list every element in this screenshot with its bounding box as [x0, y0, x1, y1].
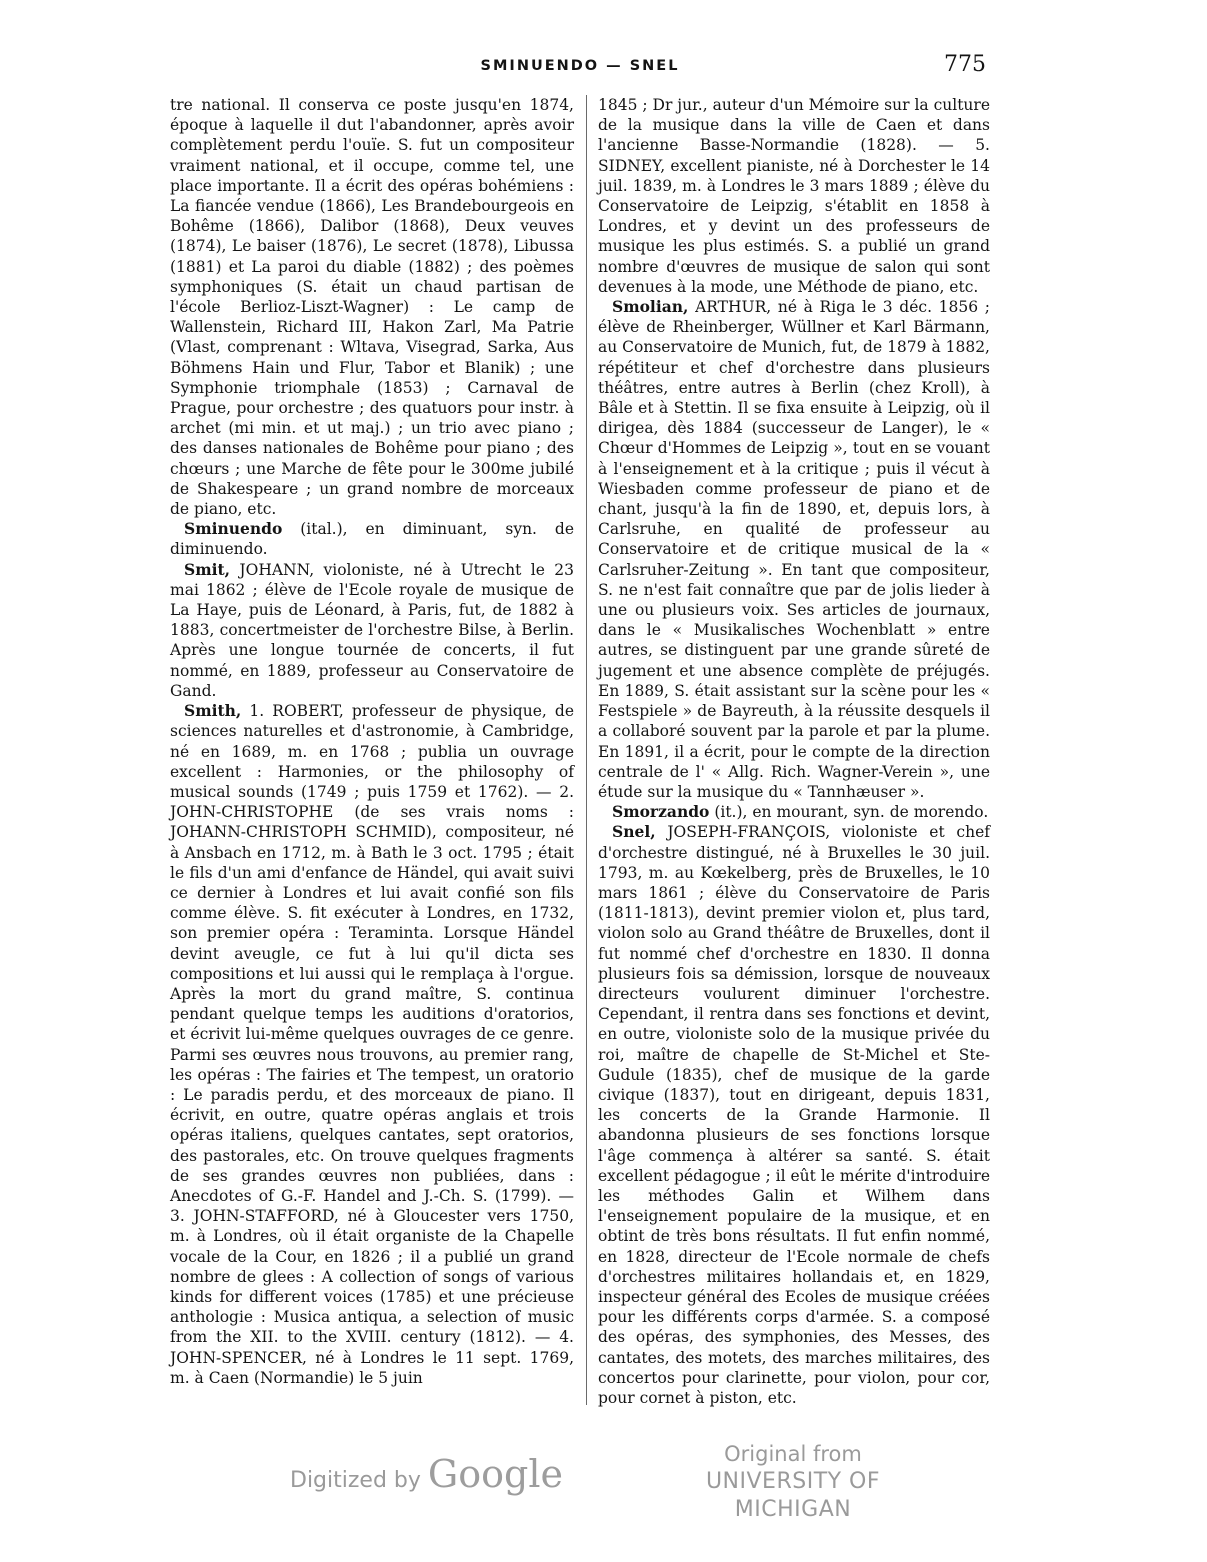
entry-headword: Smit, [184, 559, 231, 579]
entry-headword: Smith, [184, 701, 242, 721]
column-divider [586, 95, 587, 1405]
page-number: 775 [944, 52, 986, 77]
page-header [170, 52, 990, 92]
entry-body: (it.), en mourant, syn. de morendo. [709, 803, 989, 822]
right-column [598, 95, 990, 1408]
entry-smit [170, 560, 574, 701]
digitization-footer [0, 1438, 1207, 1522]
left-column [170, 95, 574, 1388]
entry-headword: Sminuendo [184, 519, 283, 539]
entry-body: 1845 ; Dr jur., auteur d'un Mémoire sur la culture de la musique dans la ville de Caen et dans l'ancienne Basse-Normandie (1828). — 5. SIDNEY, excellent pianiste, né à Dorchester le 14 juil. 1839, m. à Londres le 3 mars 1889 ; élève du Conservatoire de Leipzig, s'établit en 1858 à Londres, et y devint un des professeurs de musique les plus estimés. S. a publié un grand nombre d'œuvres de musique de salon qui sont devenues à la mode, une Méthode de piano, etc. [598, 96, 990, 296]
entry-smorzando [598, 802, 990, 822]
entry-smolian [598, 297, 990, 802]
entry-body: JOSEPH-FRANÇOIS, violoniste et chef d'orchestre distingué, né à Bruxelles le 30 juil. 1793, m. au Kœkelberg, près de Bruxelles, le 10 mars 1861 ; élève du Conservatoire de Paris (1811-1813), devint premier violon et, plus tard, violon solo au Grand théâtre de Bruxelles, dont il fut nommé chef d'orchestre en 1830. Il donna plusieurs fois sa démission, lorsque de nouveaux directeurs voulurent diminuer l'orchestre. Cependant, il rentra dans ses fonctions et devint, en outre, violoniste solo de la musique privée du roi, maître de chapelle de St-Michel et Ste-Gudule (1835), chef de musique de la garde civique (1837), tout en dirigeant, depuis 1831, les concerts de la Grande Harmonie. Il abandonna plusieurs de ses fonctions lorsque l'âge commença à altérer sa santé. S. était excellent pédagogue ; il eût le mérite d'introduire les méthodes Galin et Wilhem dans l'enseignement populaire de la musique, et en obtint de très bons résultats. Il fut enfin nommé, en 1828, directeur de l'Ecole normale de chefs d'orchestres militaires hollandais et, en 1829, inspecteur général des Ecoles de musique créées pour les différents corps d'armée. S. a composé des opéras, des symphonies, des Messes, des cantates, des motets, des marches militaires, des concertos pour clarinette, pour violon, pour cor, pour cornet à piston, etc. [598, 823, 990, 1407]
entry-snel [598, 822, 990, 1408]
digitized-by-watermark [290, 1452, 563, 1496]
google-logo: Google [427, 1452, 563, 1496]
original-from-watermark [668, 1440, 918, 1524]
entry-headword: Snel, [612, 822, 656, 842]
entry-body: ARTHUR, né à Riga le 3 déc. 1856 ; élève de Rheinberger, Wüllner et Karl Bärmann, au Conservatoire de Munich, fut, de 1879 à 1882, répétiteur et chef d'orchestre dans plusieurs théâtres, entre autres à Berlin (chez Kroll), à Bâle et à Stettin. Il se fixa ensuite à Leipzig, où il dirigea, dès 1884 (successeur de Langer), le « Chœur d'Hommes de Leipzig », tout en se vouant à l'enseignement et à la critique ; puis il vécut à Wiesbaden comme professeur de piano et de chant, jusqu'à la fin de 1890, et, depuis lors, à Carlsruhe, en qualité de professeur au Conservatoire et de critique musical de la « Carlsruher-Zeitung ». En tant que compositeur, S. ne n'est fait connaître que par de jolis lieder à une ou plusieurs voix. Ses articles de journaux, dans le « Musikalisches Wochenblatt » entre autres, se distinguent par une grande sûreté de jugement et une absence complète de préjugés. En 1889, S. était assistant sur la scène pour les « Festspiele » de Bayreuth, à la réussite desquels il a collaboré souvent par la parole et par la plume. En 1891, il a écrit, pour le compte de la direction centrale de l' « Allg. Rich. Wagner-Verein », une étude sur la musique du « Tannhæuser ». [598, 298, 990, 801]
entry-continuation [598, 95, 990, 297]
entry-body: JOHANN, violoniste, né à Utrecht le 23 mai 1862 ; élève de l'Ecole royale de musique de La Haye, puis de Léonard, à Paris, fut, de 1882 à 1883, concertmeister de l'orchestre Bilse, à Berlin. Après une longue tournée de concerts, il fut nommé, en 1889, professeur au Conservatoire de Gand. [170, 560, 574, 700]
entry-body: 1. ROBERT, professeur de physique, de sciences naturelles et d'astronomie, à Cambridge, né en 1689, m. en 1768 ; publia un ouvrage excellent : Harmonies, or the philosophy of musical sounds (1749 ; puis 1759 et 1762). — 2. JOHN-CHRISTOPHE (de ses vrais noms : JOHANN-CHRISTOPH SCHMID), compositeur, né à Ansbach en 1712, m. à Bath le 3 oct. 1795 ; était le fils d'un ami d'enfance de Händel, qui avait suivi ce dernier à Londres et lui avait confié son fils comme élève. S. fit exécuter à Londres, en 1732, son premier opéra : Teraminta. Lorsque Händel devint aveugle, ce fut à lui qu'il dicta ses compositions et lui aussi qui le remplaça à l'orgue. Après la mort du grand maître, S. continua pendant quelque temps les auditions d'oratorios, et écrivit lui-même quelques ouvrages de ce genre. Parmi ses œuvres nous trouvons, au premier rang, les opéras : The fairies et The tempest, un oratorio : Le paradis perdu, et des morceaux de piano. Il écrivit, en outre, quatre opéras anglais et trois opéras italiens, quelques cantates, sept oratorios, des pastorales, etc. On trouve quelques fragments de ses grandes œuvres non publiées, dans : Anecdotes of G.-F. Handel and J.-Ch. S. (1799). — 3. JOHN-STAFFORD, né à Gloucester vers 1750, m. à Londres, où il était organiste de la Chapelle vocale de la Cour, en 1826 ; il a publié un grand nombre de glees : A collection of songs of various kinds for different voices (1785) et une précieuse anthologie : Musica antiqua, a selection of music from the XII. to the XVIII. century (1812). — 4. JOHN-SPENCER, né à Londres le 11 sept. 1769, m. à Caen (Normandie) le 5 juin [170, 702, 574, 1387]
entry-body: (ital.), en diminuant, syn. de diminuendo. [170, 520, 574, 559]
entry-continuation [170, 95, 574, 519]
entry-sminuendo [170, 519, 574, 559]
entry-headword: Smolian, [612, 297, 689, 317]
original-from-label: Original from [724, 1442, 862, 1466]
entry-body: tre national. Il conserva ce poste jusqu'en 1874, époque à laquelle il dut l'abandonner, après avoir complètement perdu l'ouïe. S. fut un compositeur vraiment national, et il occupe, comme tel, une place importante. Il a écrit des opéras bohémiens : La fiancée vendue (1866), Les Brandebourgeois en Bohême (1866), Dalibor (1868), Deux veuves (1874), Le baiser (1876), Le secret (1878), Libussa (1881) et La paroi du diable (1882) ; des poèmes symphoniques (S. était un chaud partisan de l'école Berlioz-Liszt-Wagner) : Le camp de Wallenstein, Richard III, Hakon Zarl, Ma Patrie (Vlast, comprenant : Wltava, Visegrad, Sarka, Aus Böhmens Hain und Flur, Tabor et Blanik) ; une Symphonie triomphale (1853) ; Carnaval de Prague, pour orchestre ; des quatuors pour instr. à archet (mi min. et ut maj.) ; un trio avec piano ; des danses nationales de Bohême pour piano ; des chœurs ; une Marche de fête pour le 300me jubilé de Shakespeare ; un grand nombre de morceaux de piano, etc. [170, 96, 574, 519]
digitized-prefix: Digitized by [290, 1468, 421, 1493]
running-head: SMINUENDO — SNEL [480, 58, 680, 74]
entry-headword: Smorzando [612, 802, 710, 822]
entry-smith [170, 701, 574, 1388]
university-name: UNIVERSITY OF MICHIGAN [705, 1469, 881, 1522]
